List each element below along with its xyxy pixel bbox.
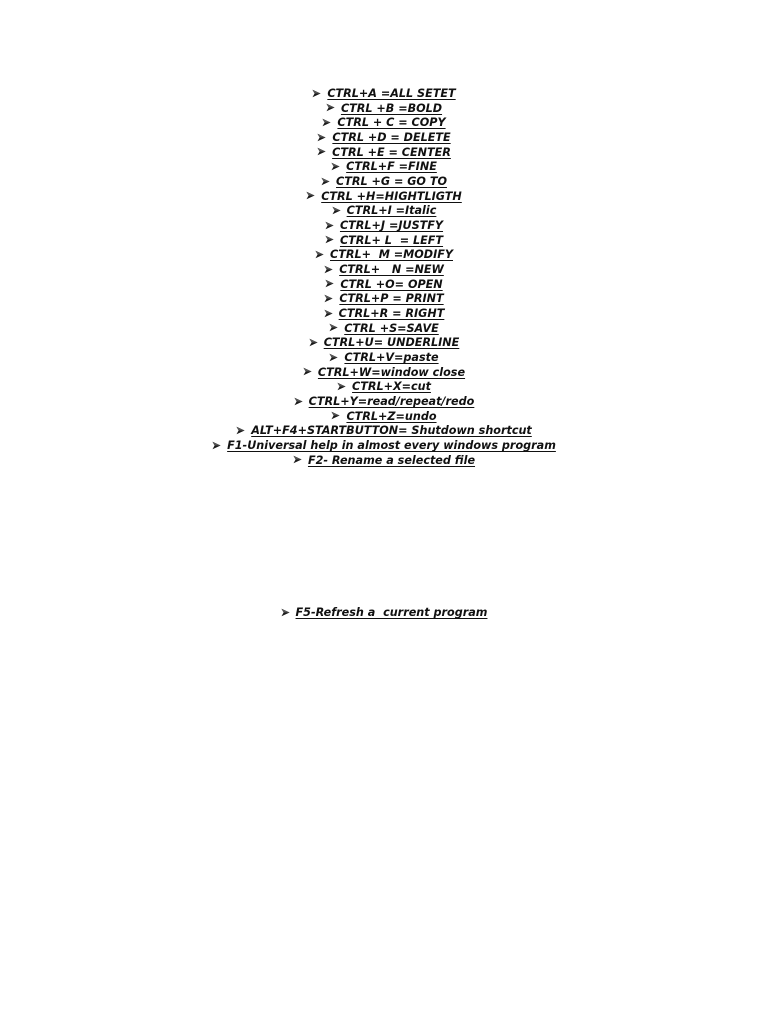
arrowhead-bullet-icon — [309, 338, 318, 347]
shortcut-item — [0, 395, 768, 410]
arrowhead-bullet-icon — [306, 191, 315, 200]
shortcut-item — [0, 424, 768, 439]
shortcut-item — [0, 131, 768, 146]
shortcut-label: CTRL +S=SAVE — [344, 321, 439, 335]
shortcut-label: CTRL+R = RIGHT — [338, 307, 445, 321]
shortcut-item — [0, 606, 768, 621]
shortcut-label: CTRL+A =ALL SETET — [327, 87, 456, 100]
shortcut-label: CTRL +E = CENTER — [332, 145, 451, 159]
shortcut-list — [0, 87, 768, 468]
shortcut-item — [0, 439, 768, 454]
shortcut-item — [0, 366, 768, 381]
arrowhead-bullet-icon — [315, 250, 324, 259]
extra-shortcut-list — [0, 606, 768, 621]
shortcut-label: CTRL +B =BOLD — [340, 101, 443, 115]
arrowhead-bullet-icon — [321, 177, 330, 186]
shortcut-label: F5-Refresh a current program — [295, 606, 488, 619]
arrowhead-bullet-icon — [236, 426, 245, 435]
arrowhead-bullet-icon — [324, 309, 333, 318]
arrowhead-bullet-icon — [293, 455, 302, 464]
arrowhead-bullet-icon — [303, 367, 312, 376]
arrowhead-bullet-icon — [331, 162, 340, 171]
shortcut-item — [0, 190, 768, 205]
shortcut-item — [0, 292, 768, 307]
shortcut-item — [0, 336, 768, 351]
shortcut-item — [0, 160, 768, 175]
shortcut-item — [0, 175, 768, 190]
shortcut-label: CTRL+W=window close — [317, 365, 466, 379]
arrowhead-bullet-icon — [337, 382, 346, 391]
shortcut-label: CTRL+J =JUSTFY — [339, 219, 444, 233]
arrowhead-bullet-icon — [212, 441, 221, 450]
shortcut-label: CTRL+I =Italic — [346, 204, 437, 218]
arrowhead-bullet-icon — [317, 133, 326, 142]
shortcut-item — [0, 102, 768, 117]
shortcut-label: CTRL+Y=read/repeat/redo — [308, 395, 475, 409]
shortcut-label: F2- Rename a selected file — [307, 453, 476, 467]
shortcut-item — [0, 322, 768, 337]
shortcut-item — [0, 204, 768, 219]
shortcut-label: CTRL+F =FINE — [346, 160, 437, 174]
shortcut-label: CTRL +H=HIGHTLIGTH — [321, 189, 462, 203]
shortcut-label: CTRL+ M =MODIFY — [330, 248, 453, 262]
shortcut-item — [0, 146, 768, 161]
arrowhead-bullet-icon — [331, 411, 340, 420]
shortcut-label: ALT+F4+STARTBUTTON= Shutdown shortcut — [251, 424, 532, 438]
arrowhead-bullet-icon — [325, 279, 334, 288]
shortcut-item — [0, 87, 768, 102]
arrowhead-bullet-icon — [324, 294, 333, 303]
shortcut-item — [0, 278, 768, 293]
shortcut-label: CTRL+P = PRINT — [339, 292, 444, 306]
shortcut-label: CTRL+U= UNDERLINE — [323, 336, 460, 350]
shortcut-item — [0, 219, 768, 234]
arrowhead-bullet-icon — [322, 118, 331, 127]
shortcut-item — [0, 410, 768, 425]
shortcut-label: CTRL+X=cut — [352, 380, 431, 394]
shortcut-item — [0, 116, 768, 131]
arrowhead-bullet-icon — [326, 103, 335, 112]
shortcut-item — [0, 234, 768, 249]
shortcut-label: F1-Universal help in almost every windows program — [227, 439, 556, 453]
shortcut-label: CTRL+ L = LEFT — [339, 233, 444, 247]
arrowhead-bullet-icon — [281, 608, 290, 617]
shortcut-label: CTRL +D = DELETE — [332, 131, 451, 145]
shortcut-item — [0, 263, 768, 278]
arrowhead-bullet-icon — [294, 397, 303, 406]
arrowhead-bullet-icon — [329, 323, 338, 332]
shortcut-label: CTRL +O= OPEN — [340, 277, 443, 291]
shortcut-label: CTRL + C = COPY — [337, 116, 446, 130]
arrowhead-bullet-icon — [312, 89, 321, 98]
arrowhead-bullet-icon — [325, 235, 334, 244]
shortcut-item — [0, 351, 768, 366]
arrowhead-bullet-icon — [329, 353, 338, 362]
arrowhead-bullet-icon — [324, 265, 333, 274]
shortcut-label: CTRL+Z=undo — [346, 409, 437, 423]
shortcut-item — [0, 454, 768, 469]
arrowhead-bullet-icon — [317, 147, 326, 156]
shortcut-item — [0, 380, 768, 395]
shortcut-item — [0, 248, 768, 263]
shortcut-label: CTRL+ N =NEW — [339, 263, 444, 277]
shortcut-label: CTRL +G = GO TO — [336, 175, 447, 189]
shortcut-item — [0, 307, 768, 322]
arrowhead-bullet-icon — [325, 221, 334, 230]
shortcut-label: CTRL+V=paste — [344, 351, 439, 365]
arrowhead-bullet-icon — [332, 206, 341, 215]
